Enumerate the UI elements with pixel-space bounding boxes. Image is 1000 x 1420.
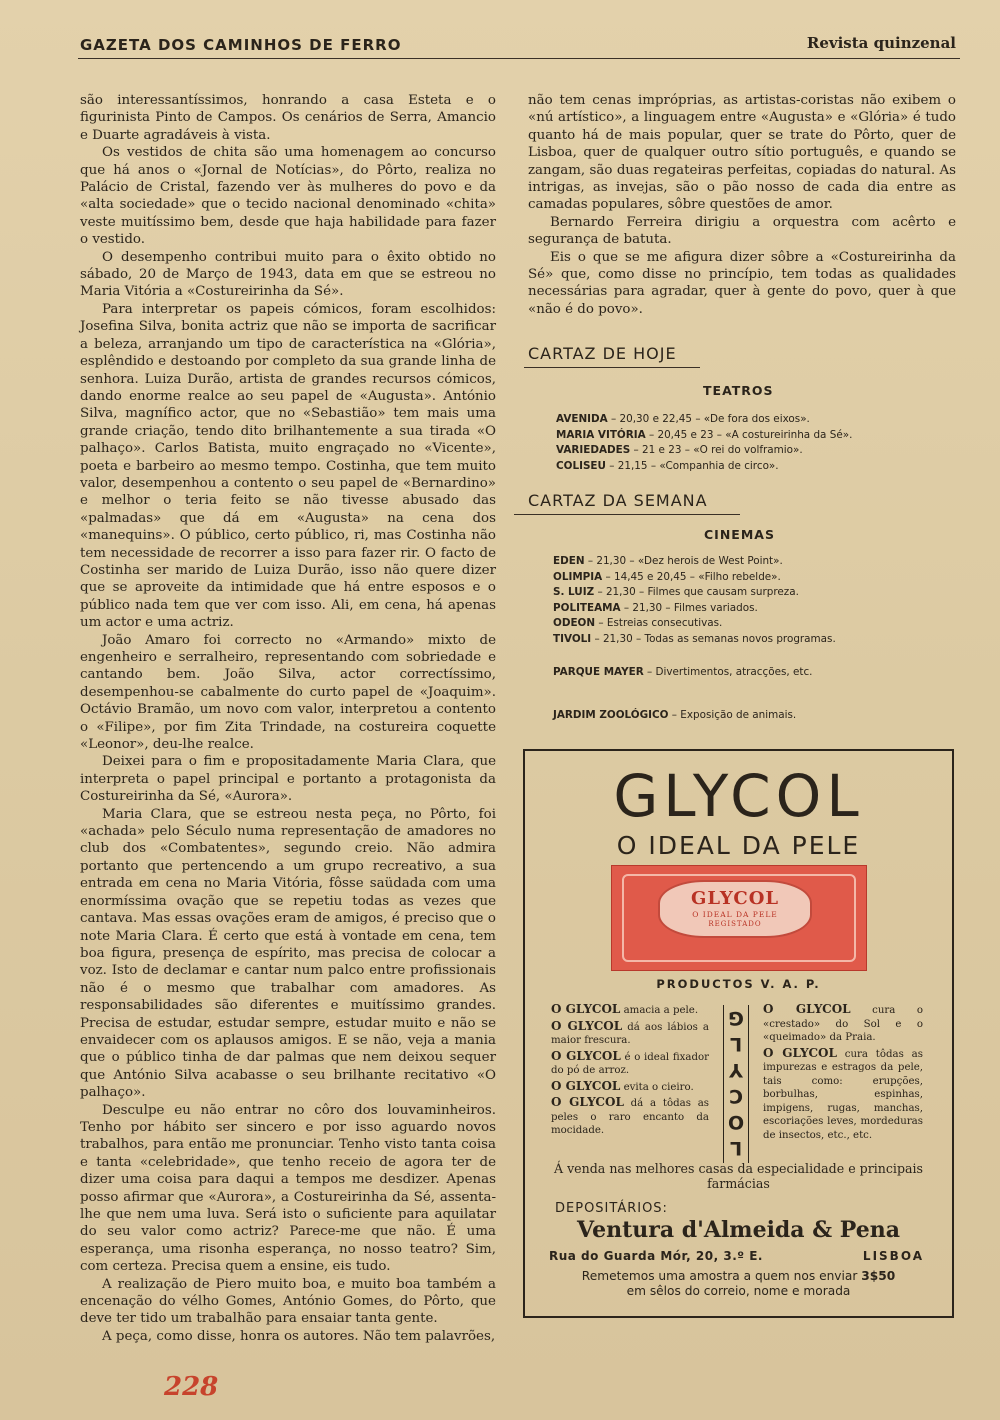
depositarios-label: DEPOSITÁRIOS: — [555, 1201, 668, 1216]
publication-frequency: Revista quinzenal — [806, 34, 956, 52]
firm-address: Rua do Guarda Mór, 20, 3.º E. — [549, 1249, 763, 1263]
benefit-brand: O GLYCOL — [763, 1045, 837, 1060]
sample-offer-text: Remetemos uma amostra a quem nos enviar — [581, 1269, 862, 1283]
cinemas-list — [553, 554, 836, 647]
list-item — [556, 459, 852, 475]
ad-title: GLYCOL — [613, 762, 864, 830]
benefit-brand: O GLYCOL — [551, 1095, 624, 1109]
benefit-text: dá aos lábios a maior frescura. — [551, 1021, 709, 1046]
venue-name: AVENIDA — [556, 413, 608, 425]
paragraph: Os vestidos de chita são uma homenagem ao concurso que há anos o «Jornal de Notícias», do Pôrto, realiza no Palácio de Cristal, fazendo ver às mulheres do povo e da «alta sociedade» que o tecido nacional denominado «chita» veste muitíssimo bem, desde que haja habilidade para fazer o vestido. — [80, 145, 496, 248]
paragraph: O desempenho contribui muito para o êxito obtido no sábado, 20 de Março de 1943, data em que se estreou no Maria Vitória a «Costureirinha da Sé». — [80, 249, 496, 300]
paragraph: Maria Clara, que se estreou nesta peça, no Pôrto, foi «achada» pelo Século numa representação de amadores no club dos «Combatentes», segundo creio. Não admira portanto que pertencendo a um grupo recreativo, a sua entrada em cena no Maria Vitória, fôsse saüdada com uma enormíssima ovação que se repetiu todas as vezes que cantava. Mas essas ovações eram de amigos, é preciso que o note Maria Clara. É certo que está à vontade em cena, tem boa figura, presença de espírito, mas precisa de colocar a voz. Isto de declamar e cantar num palco entre profissionais não é o mesmo que trabalhar com amadores. As responsabilidades são diferentes e muitíssimo grandes. Precisa de estudar, estudar sempre, estudar muito e não se envaidecer com os aplausos amigos. E se não, veja a mania que o público tinha de dar palmas que nem deixou sequer que António Silva acabasse o seu brilhante recitativo «O palhaço». — [80, 806, 496, 1101]
label-brand: GLYCOL — [690, 888, 780, 909]
benefit-text: cura tôdas as impurezas e estragos da pele, tais como: erupções, borbulhas, espinhas, impigens, rugas, manchas, escoriações leves, mordeduras de insectos, etc., etc. — [763, 1048, 923, 1141]
paragraph: não tem cenas impróprias, as artistas-coristas não exibem o «nú artístico», a linguagem entre «Augusta» e «Glória» é tudo quanto há de mais popular, quer se trate do Pôrto, quer de Lisboa, quer de qualquer outro sítio português, e quando se zangam, são duas regateiras perfeitas, copiadas do natural. As intrigas, as invejas, são o pão nosso de cada dia entre as camadas populares, sôbre questões de amor. — [528, 93, 956, 213]
venue-info: – 21,30 – «Dez herois de West Point». — [584, 555, 783, 567]
venue-name: ODEON — [553, 617, 596, 629]
label-tagline: O IDEAL DA PELE — [692, 910, 778, 919]
venue-name: EDEN — [553, 555, 585, 567]
venue-info: – 21,30 – Filmes que causam surpreza. — [594, 586, 799, 598]
venue-name: MARIA VITÓRIA — [556, 428, 646, 441]
header-rule — [78, 58, 960, 59]
wordmark-letter: L — [729, 1137, 743, 1159]
jardim-zoologico-item — [553, 708, 796, 724]
list-item — [553, 585, 836, 601]
benefit-text: é o ideal fixador do pó de arroz. — [551, 1051, 709, 1076]
list-item — [553, 570, 836, 586]
cinemas-heading: CINEMAS — [704, 527, 775, 542]
page-number: 228 — [164, 1372, 219, 1402]
paragraph: A peça, como disse, honra os autores. Não tem palavrões, — [102, 1328, 496, 1344]
right-column — [528, 92, 956, 318]
firm-name: Ventura d'Almeida & Pena — [577, 1217, 900, 1243]
label-cartouche — [658, 880, 812, 938]
benefit-item — [763, 1003, 923, 1045]
list-item — [553, 632, 836, 648]
venue-info: – Exposição de animais. — [668, 709, 797, 721]
venue-name: POLITEAMA — [553, 601, 621, 614]
list-item — [553, 554, 836, 570]
paragraph: Bernardo Ferreira dirigiu a orquestra com acêrto e segurança de batuta. — [528, 214, 956, 248]
venue-name: OLIMPIA — [553, 570, 603, 583]
vertical-glycol-wordmark — [723, 1005, 749, 1163]
paragraph: João Amaro foi correcto no «Armando» mixto de engenheiro e serralheiro, representando com sobriedade e cantando bem. João Silva, actor correctíssimo, desempenhou-se cabalmente do curto papel de «Joaquim». Octávio Bramão, um novo com valor, interpretou a contento o «Filipe», por fim Zita Trindade, na costureira coquette «Leonor», deu-lhe realce. — [80, 632, 496, 753]
list-item — [553, 616, 836, 632]
benefit-item — [551, 1003, 709, 1018]
venue-info: – Estreias consecutivas. — [595, 617, 723, 629]
benefit-brand: O GLYCOL — [551, 1048, 621, 1063]
paragraph: são interessantíssimos, honrando a casa Esteta e o figurinista Pinto de Campos. Os cenários de Serra, Amancio e Duarte agradáveis à vista. — [80, 93, 496, 143]
cartaz-hoje-title: CARTAZ DE HOJE — [528, 344, 677, 363]
sale-notice: Á venda nas melhores casas da especialidade e principais farmácias — [553, 1161, 924, 1191]
venue-name: S. LUIZ — [553, 586, 595, 598]
ad-benefits-right — [763, 1003, 923, 1144]
sample-price: 3$50 — [861, 1269, 896, 1283]
product-label-image — [611, 865, 867, 971]
venue-name: VARIEDADES — [556, 444, 631, 456]
parque-mayer-item — [553, 665, 812, 681]
paragraph: Deixei para o fim e propositadamente Maria Clara, que interpreta o papel principal e portanto a protagonista da Costureirinha da Sé, «Aurora». — [80, 754, 496, 805]
section-rule — [524, 367, 700, 368]
venue-name: JARDIM ZOOLÓGICO — [553, 709, 669, 721]
venue-name: PARQUE MAYER — [553, 666, 644, 678]
venue-name: COLISEU — [556, 459, 606, 472]
venue-info: – 14,45 e 20,45 – «Filho rebelde». — [602, 570, 781, 583]
sample-offer — [525, 1269, 952, 1299]
benefit-text: evita o cieiro. — [620, 1081, 694, 1093]
wordmark-letter: G — [728, 1007, 744, 1029]
benefit-item — [551, 1050, 709, 1078]
venue-info: – Divertimentos, atracções, etc. — [643, 666, 813, 678]
glycol-advertisement — [523, 749, 954, 1318]
paragraph: Desculpe eu não entrar no côro dos louvaminheiros. Tenho por hábito ser sincero e por isso aguardo novos trabalhos, para então me pronunciar. Tenho visto tanta coisa e tanta «celebridade», que tenho receio de agora ter de dizer uma coisa para daqui a tempos me desdizer. Apenas posso afirmar que «Aurora», a Costureirinha da Sé, assenta-lhe que nem uma luva. Será isto o suficiente para aquilatar do seu valor como actriz? Parece-me que não. É uma esperança, uma risonha esperança, no nosso teatro? Sim, com certeza. Precisa quem a ensine, eis tudo. — [80, 1102, 496, 1275]
wordmark-letter: C — [729, 1085, 743, 1107]
benefit-item — [551, 1096, 709, 1138]
wordmark-letter: Y — [729, 1059, 743, 1081]
benefit-brand: O GLYCOL — [551, 1002, 621, 1016]
section-rule — [514, 514, 740, 515]
paragraph: A realização de Piero muito boa, e muito boa também a encenação do vélho Gomes, António Gomes, do Pôrto, que deve ter tido um trabalhão para ensaiar tanta gente. — [80, 1276, 496, 1327]
label-registered: REGISTADO — [708, 920, 762, 928]
benefit-brand: O GLYCOL — [551, 1078, 621, 1093]
benefit-brand: O GLYCOL — [763, 1002, 851, 1016]
list-item — [556, 412, 852, 428]
ad-benefits-left — [551, 1003, 709, 1140]
benefit-text: dá a tôdas as peles o raro encanto da mocidade. — [551, 1098, 709, 1136]
venue-info: – 20,30 e 22,45 – «De fora dos eixos». — [607, 413, 810, 425]
venue-name: TIVOLI — [553, 632, 592, 645]
teatros-list — [556, 412, 852, 474]
list-item — [556, 428, 852, 444]
wordmark-letter: O — [727, 1111, 745, 1133]
benefit-item — [763, 1047, 923, 1143]
paragraph: Para interpretar os papeis cómicos, foram escolhidos: Josefina Silva, bonita actriz que não se importa de sacrificar a beleza, arranjando um tipo de característica na «Glória», esplêndido e destoando por completo da sua grande linha de senhora. Luiza Durão, artista de grandes recursos cómicos, dando enorme realce ao seu papel de «Augusta». António Silva, magnífico actor, que no «Sebastião» tem mais uma grande criação, tendo dito brilhantemente a sua tirada «O palhaço». Carlos Batista, muito engraçado no «Vicente», poeta e barbeiro ao mesmo tempo. Costinha, que tem muito valor, desempenhou a contento o seu papel de «Bernardino» e melhor o teria feito se não tivesse abusado das «palmadas» que dá em «Augusta» na cena dos «manequins». O público, certo público, ri, mas Costinha não tem necessidade de recorrer a isso para fazer rir. O facto de Costinha ser marido de Luiza Durão, isso não quere dizer que se aproveite da intimidade que há entre esposos e o público nada tem que ver com isso. Ali, em cena, há apenas um actor e uma actriz. — [80, 301, 496, 631]
list-item — [556, 443, 852, 459]
benefit-text: cura o «crestado» do Sol e o «queimado» da Praia. — [763, 1005, 923, 1043]
benefit-item — [551, 1020, 709, 1048]
venue-info: – 21,15 – «Companhia de circo». — [605, 459, 779, 472]
wordmark-letter: L — [729, 1033, 743, 1055]
cartaz-semana-title: CARTAZ DA SEMANA — [528, 491, 708, 510]
teatros-heading: TEATROS — [703, 383, 774, 398]
benefit-brand: O GLYCOL — [551, 1018, 623, 1033]
publication-title: GAZETA DOS CAMINHOS DE FERRO — [80, 36, 402, 54]
venue-info: – 21,30 – Todas as semanas novos programas. — [591, 632, 836, 645]
benefit-text: amacia a pele. — [620, 1005, 699, 1016]
list-item — [553, 601, 836, 617]
ad-subtitle: O IDEAL DA PELE — [616, 831, 861, 860]
sample-offer-text-2: em sêlos do correio, nome e morada — [626, 1284, 851, 1298]
venue-info: – 21,30 – Filmes variados. — [620, 601, 758, 614]
firm-city: LISBOA — [862, 1249, 924, 1263]
paragraph: Eis o que se me afigura dizer sôbre a «Costureirinha da Sé» que, como disse no princípio, tem todas as qualidades necessárias para agradar, quer à gente do povo, quer à que «não é do povo». — [528, 249, 956, 317]
venue-info: – 20,45 e 23 – «A costureirinha da Sé». — [645, 428, 853, 441]
venue-info: – 21 e 23 – «O rei do volframio». — [630, 444, 803, 456]
products-line: PRODUCTOS V. A. P. — [656, 977, 821, 991]
left-column — [80, 92, 496, 1345]
benefit-item — [551, 1080, 709, 1095]
